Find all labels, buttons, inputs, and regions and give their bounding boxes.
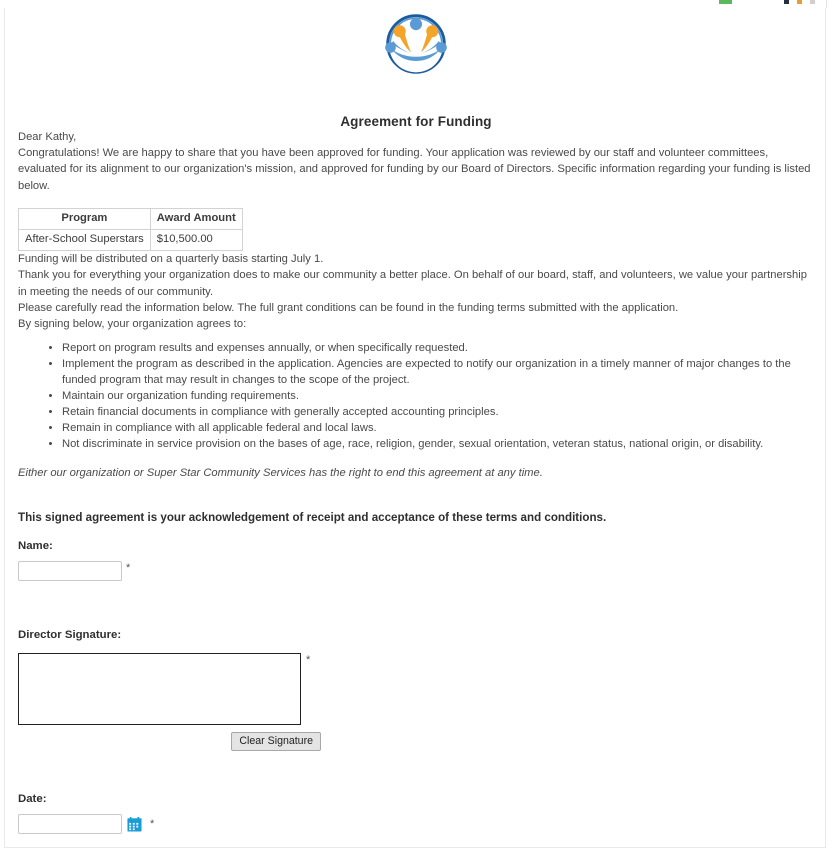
column-header-program: Program xyxy=(19,208,151,229)
list-item: • Remain in compliance with all applicable federal and local laws. xyxy=(62,421,814,437)
name-field-row xyxy=(18,561,814,581)
list-item: • Not discriminate in service provision on the bases of age, race, religion, gender, sexual orientation, veteran status, national origin, or disability. xyxy=(62,437,814,453)
signature-canvas[interactable] xyxy=(18,653,301,725)
read-info-paragraph: Please carefully read the information below. The full grant conditions can be found in the funding terms submitted with the application. xyxy=(18,301,679,314)
page-title: Agreement for Funding xyxy=(340,114,492,129)
thanks-paragraph: Thank you for everything your organization does to make our community a better place. On behalf of our board, staff, and volunteers, we value your partnership in meeting the needs of our community. xyxy=(18,269,807,298)
award-table xyxy=(18,208,243,251)
by-signing-paragraph: By signing below, your organization agrees to: xyxy=(18,318,247,331)
column-header-award-amount: Award Amount xyxy=(150,208,242,229)
list-item: • Maintain our organization funding requirements. xyxy=(62,389,814,405)
signature-required-marker: * xyxy=(306,653,311,666)
date-input[interactable] xyxy=(18,814,122,834)
organization-logo-icon xyxy=(380,10,452,78)
list-item: • Report on program results and expenses annually, or when specifically requested. xyxy=(62,341,814,357)
table-header-row xyxy=(19,208,243,229)
table-row xyxy=(19,230,243,251)
director-signature-label: Director Signature: xyxy=(18,628,122,641)
acknowledgement-statement: This signed agreement is your acknowledgement of receipt and acceptance of these terms and conditions. xyxy=(18,510,607,524)
calendar-icon[interactable] xyxy=(127,817,142,832)
letter-content xyxy=(0,129,832,834)
intro-paragraph: Congratulations! We are happy to share that you have been approved for funding. Your application was reviewed by our staff and volunteer committees, evaluated for its alignment to our organization's mission, and approved for funding by our Board of Directors. Specific information regarding your funding is listed below. xyxy=(18,147,811,192)
salutation: Dear Kathy, xyxy=(18,131,77,143)
name-required-marker: * xyxy=(126,561,131,574)
cell-program-name: After-School Superstars xyxy=(19,230,151,251)
clear-signature-button[interactable]: Clear Signature xyxy=(231,732,321,752)
name-field-label: Name: xyxy=(18,539,53,552)
distribution-paragraph: Funding will be distributed on a quarterly basis starting July 1. xyxy=(18,253,324,266)
cell-award-amount: $10,500.00 xyxy=(150,230,242,251)
signature-field-row xyxy=(18,653,814,725)
terms-list xyxy=(18,341,814,452)
date-field-row xyxy=(18,814,814,834)
clear-signature-row xyxy=(18,732,321,752)
termination-clause: Either our organization or Super Star Community Services has the right to end this agreement at any time. xyxy=(18,466,543,479)
name-input[interactable] xyxy=(18,561,122,581)
logo-container xyxy=(0,0,832,78)
date-required-marker: * xyxy=(150,818,155,831)
date-field-label: Date: xyxy=(18,793,47,806)
list-item: • Implement the program as described in the application. Agencies are expected to notify our organization in a timely manner of major changes to the funded program that may result in changes to the scope of the project. xyxy=(62,357,814,389)
list-item: • Retain financial documents in compliance with generally accepted accounting principles. xyxy=(62,405,814,421)
